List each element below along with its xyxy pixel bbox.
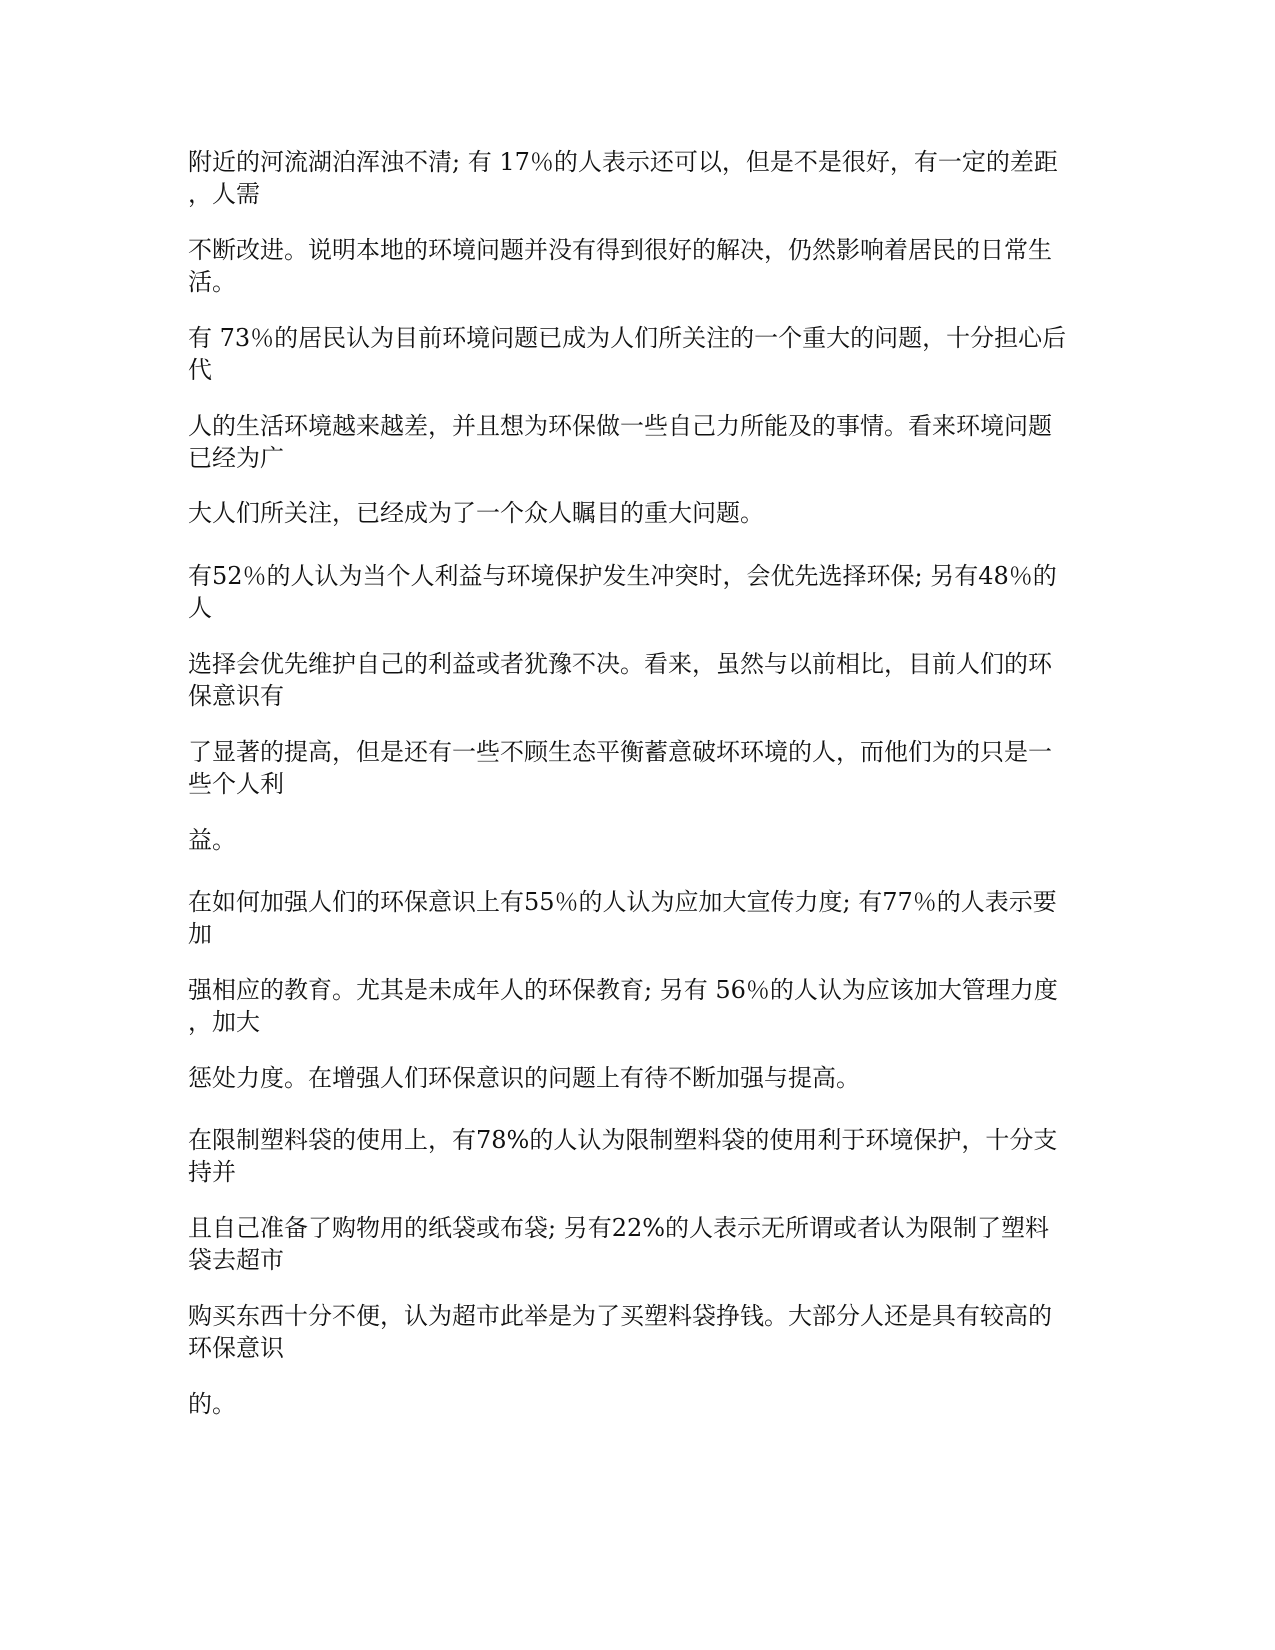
text-line: 代 [188,356,212,384]
paragraph [188,1388,1093,1420]
text-line: 购买东西十分不便，认为超市此举是为了买塑料袋挣钱。大部分人还是具有较高的 [188,1302,1052,1330]
text-line: ，人需 [188,180,260,208]
text-line: 大人们所关注，已经成为了一个众人瞩目的重大问题。 [188,499,764,527]
text-line: 惩处力度。在增强人们环保意识的问题上有待不断加强与提高。 [188,1064,860,1092]
text-line: 强相应的教育。尤其是未成年人的环保教育; 另有 56％的人认为应该加大管理力度 [188,976,1058,1004]
text-line: 加 [188,920,212,948]
paragraph [188,322,1093,386]
text-line: 已经为广 [188,444,284,472]
paragraph [188,736,1093,800]
paragraph [188,410,1093,474]
paragraph [188,1124,1093,1188]
paragraph [188,1062,1093,1094]
text-line: 在如何加强人们的环保意识上有55％的人认为应加大宣传力度; 有77％的人表示要 [188,888,1057,916]
text-line: 在限制塑料袋的使用上，有78%的人认为限制塑料袋的使用利于环境保护，十分支 [188,1126,1058,1154]
text-line: 了显著的提高，但是还有一些不顾生态平衡蓄意破坏环境的人，而他们为的只是一 [188,738,1052,766]
paragraph [188,648,1093,712]
paragraph [188,560,1093,624]
text-line: 且自己准备了购物用的纸袋或布袋; 另有22%的人表示无所谓或者认为限制了塑料 [188,1214,1050,1242]
text-line: 持并 [188,1158,236,1186]
text-line: 的。 [188,1390,236,1418]
paragraph [188,974,1093,1038]
text-line: 环保意识 [188,1334,284,1362]
paragraph [188,1300,1093,1364]
text-line: 活。 [188,268,236,296]
text-line: 有 73％的居民认为目前环境问题已成为人们所关注的一个重大的问题，十分担心后 [188,324,1067,352]
paragraph [188,146,1093,210]
text-line: 袋去超市 [188,1246,284,1274]
paragraph [188,497,1093,529]
text-line: 不断改进。说明本地的环境问题并没有得到很好的解决，仍然影响着居民的日常生 [188,236,1052,264]
paragraph [188,886,1093,950]
text-line: 人的生活环境越来越差，并且想为环保做一些自己力所能及的事情。看来环境问题 [188,412,1052,440]
paragraph [188,824,1093,856]
text-line: 附近的河流湖泊浑浊不清; 有 17％的人表示还可以，但是不是很好，有一定的差距 [188,148,1058,176]
text-line: 选择会优先维护自己的利益或者犹豫不决。看来，虽然与以前相比，目前人们的环 [188,650,1052,678]
text-line: 些个人利 [188,770,284,798]
text-line: 有52％的人认为当个人利益与环境保护发生冲突时，会优先选择环保; 另有48％的 [188,562,1057,590]
text-line: ，加大 [188,1008,260,1036]
paragraph [188,234,1093,298]
text-line: 保意识有 [188,682,284,710]
text-line: 人 [188,594,212,622]
text-line: 益。 [188,826,236,854]
paragraph [188,1212,1093,1276]
